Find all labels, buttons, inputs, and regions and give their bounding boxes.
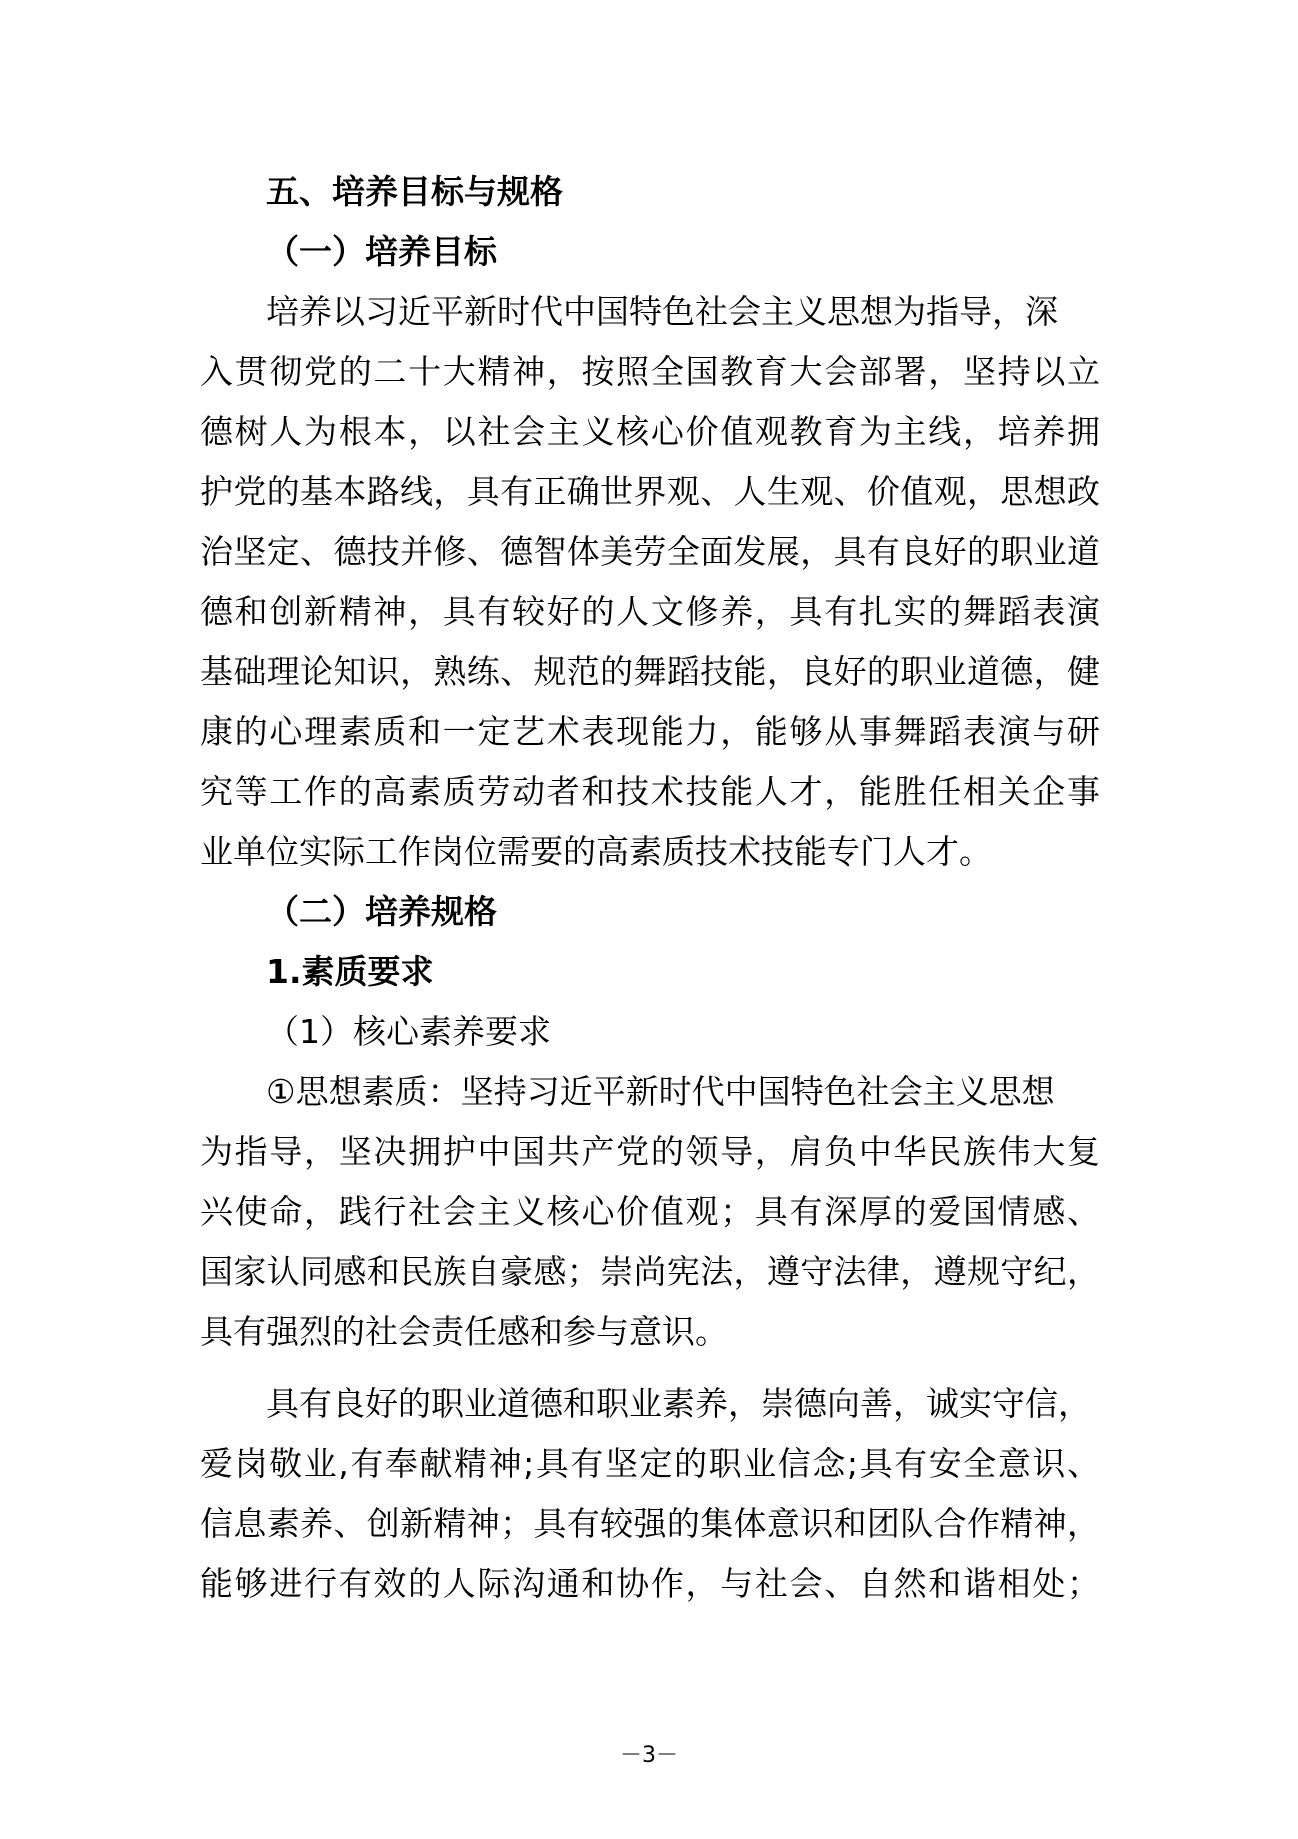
subheading-quality-requirements: 1.素质要求 (266, 952, 434, 991)
goal-paragraph (200, 282, 1100, 882)
goal-line-6: 德和创新精神，具有较好的人文修养，具有扎实的舞蹈表演 (200, 592, 1100, 631)
goal-line-8: 康的心理素质和一定艺术表现能力，能够从事舞蹈表演与研 (200, 712, 1100, 751)
professional-line-2: 爱岗敬业,有奉献精神;具有坚定的职业信念;具有安全意识、 (200, 1444, 1100, 1483)
goal-line-3: 德树人为根本，以社会主义核心价值观教育为主线，培养拥 (200, 412, 1100, 451)
subheading-core-literacy: （1）核心素养要求 (266, 1012, 551, 1051)
goal-line-5: 治坚定、德技并修、德智体美劳全面发展，具有良好的职业道 (200, 532, 1100, 571)
ideology-line-3: 兴使命，践行社会主义核心价值观；具有深厚的爱国情感、 (200, 1192, 1100, 1231)
ideology-line-5: 具有强烈的社会责任感和参与意识。 (200, 1312, 728, 1351)
professional-line-4: 能够进行有效的人际沟通和协作，与社会、自然和谐相处； (200, 1564, 1100, 1603)
goal-line-9: 究等工作的高素质劳动者和技术技能人才，能胜任相关企事 (200, 772, 1100, 811)
ideology-line-1: ①思想素质：坚持习近平新时代中国特色社会主义思想 (266, 1072, 1055, 1111)
ideology-paragraph (200, 1062, 1100, 1362)
subheading-training-spec: （二）培养规格 (266, 892, 497, 931)
goal-line-4: 护党的基本路线，具有正确世界观、人生观、价值观，思想政 (200, 472, 1100, 511)
professional-line-3: 信息素养、创新精神；具有较强的集体意识和团队合作精神， (200, 1504, 1100, 1543)
subheading-training-goal: （一）培养目标 (266, 232, 497, 271)
ideology-line-4: 国家认同感和民族自豪感；崇尚宪法，遵守法律，遵规守纪， (200, 1252, 1100, 1291)
professional-paragraph (200, 1374, 1100, 1614)
page-number: －3－ (620, 1743, 678, 1768)
goal-line-7: 基础理论知识，熟练、规范的舞蹈技能，良好的职业道德，健 (200, 652, 1100, 691)
document-body (200, 162, 1100, 1614)
ideology-line-2: 为指导，坚决拥护中国共产党的领导，肩负中华民族伟大复 (200, 1132, 1100, 1171)
professional-line-1: 具有良好的职业道德和职业素养，崇德向善，诚实守信， (266, 1384, 1091, 1423)
goal-line-10: 业单位实际工作岗位需要的高素质技术技能专门人才。 (200, 832, 992, 871)
goal-line-2: 入贯彻党的二十大精神，按照全国教育大会部署，坚持以立 (200, 352, 1100, 391)
goal-line-1: 培养以习近平新时代中国特色社会主义思想为指导，深 (266, 292, 1058, 331)
section-heading: 五、培养目标与规格 (266, 172, 563, 211)
